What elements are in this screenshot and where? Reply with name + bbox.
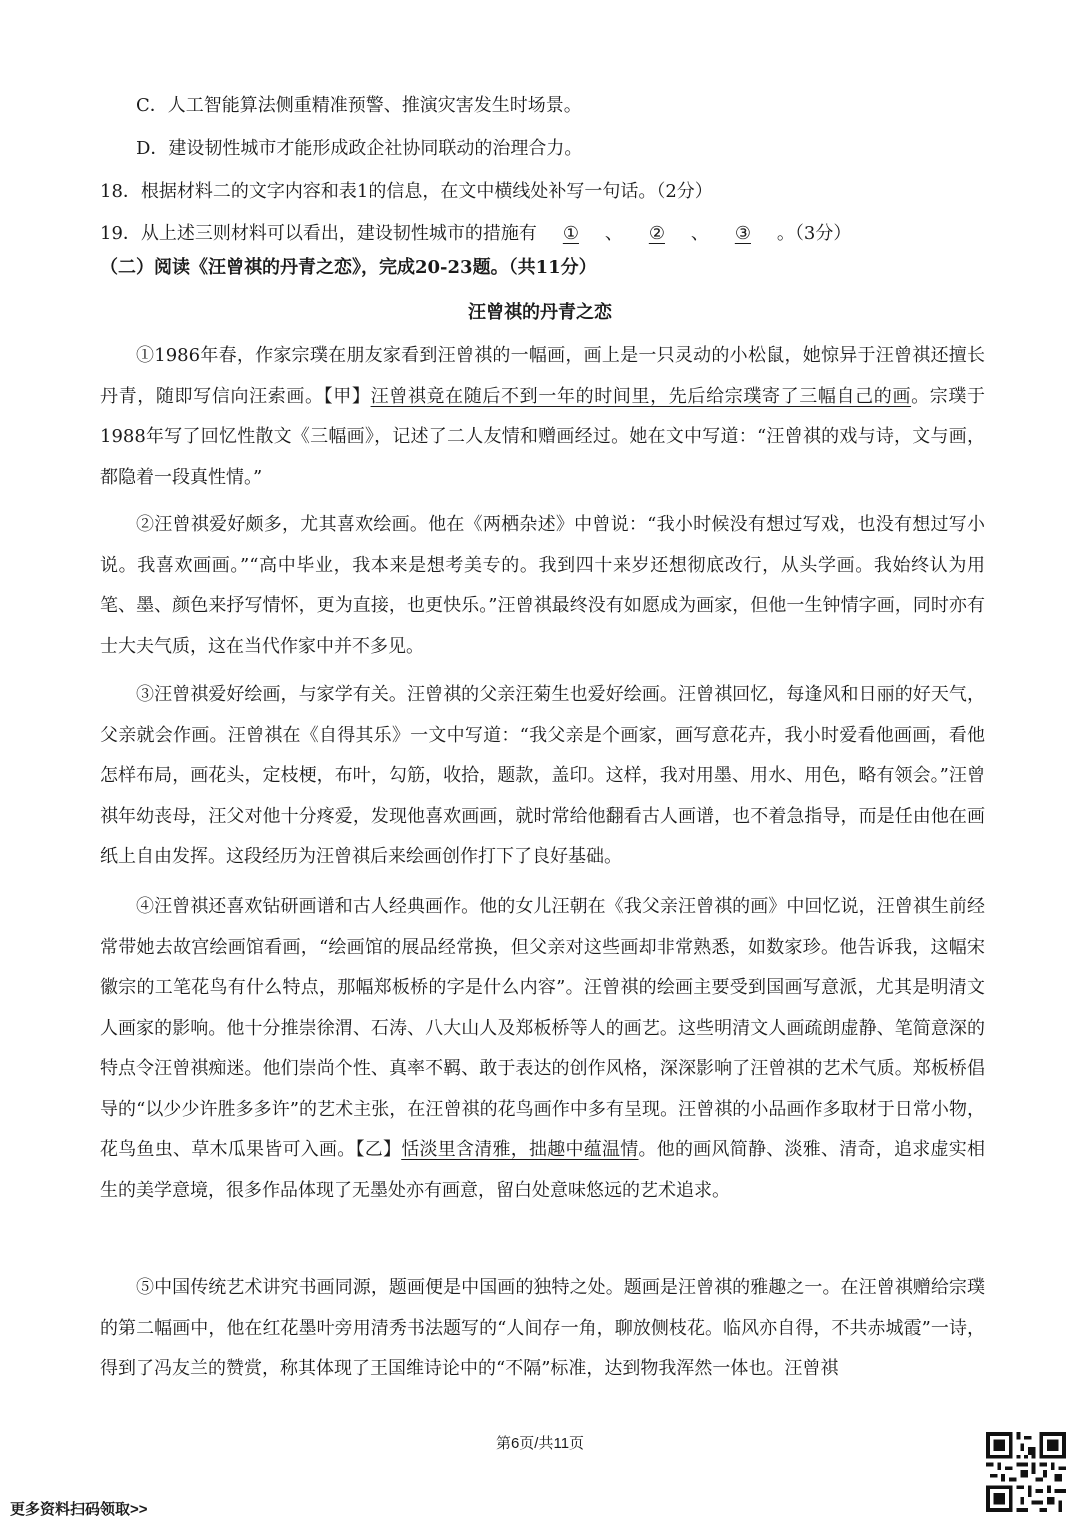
promo-text: 更多资料扫码领取>>	[10, 1501, 148, 1518]
qr-code-icon[interactable]	[986, 1432, 1066, 1512]
q19-prefix: 19．从上述三则材料可以看出，建设韧性城市的措施有	[100, 223, 537, 244]
paragraph-4-text: ④汪曾祺还喜欢钻研画谱和古人经典画作。他的女儿汪朝在《我父亲汪曾祺的画》中回忆说，汪曾祺生前经常带她去故宫绘画馆看画，“绘画馆的展品经常换，但父亲对这些画却非常熟悉，如数家珍。他告诉我，这幅宋徽宗的工笔花鸟有什么特点，那幅郑板桥的字是什么内容”。汪曾祺的绘画主要受到国画写意派，尤其是明清文人画家的影响。他十分推崇徐渭、石涛、八大山人及郑板桥等人的画艺。这些明清文人画疏朗虚静、笔简意深的特点令汪曾祺痴迷。他们崇尚个性、真率不羁、敢于表达的创作风格，深深影响了汪曾祺的艺术气质。郑板桥倡导的“以少少许胜多多许”的艺术主张，在汪曾祺的花鸟画作中多有呈现。汪曾祺的小品画作多取材于日常小物，花鸟鱼虫、草木瓜果皆可入画。【乙】	[100, 896, 985, 1160]
paragraph-1	[100, 336, 985, 498]
article-title: 汪曾祺的丹青之恋	[468, 302, 612, 323]
q19-separator: 、	[604, 223, 623, 244]
q19-separator: 、	[690, 223, 709, 244]
underlined-sentence-jia: 汪曾祺竟在随后不到一年的时间里，先后给宗璞寄了三幅自己的画	[370, 385, 912, 407]
paragraph-1-text-cont: 。宗璞于1988年写了回忆性散文《三幅画》，记述了二人友情和赠画经过。她在文中写道：“汪曾祺的戏与诗，文与画，都隐着一段真性情。”	[100, 385, 986, 488]
option-c: C．人工智能算法侧重精准预警、推演灾害发生时场景。	[136, 95, 582, 116]
paragraph-4-text-cont: 。他的画风简静、淡雅、清奇，追求虚实相生的美学意境，很多作品体现了无墨处亦有画意，留白处意味悠远的艺术追求。	[100, 1139, 985, 1201]
paragraph-5: ⑤中国传统艺术讲究书画同源，题画便是中国画的独特之处。题画是汪曾祺的雅趣之一。在汪曾祺赠给宗璞的第二幅画中，他在红花墨叶旁用清秀书法题写的“人间存一角，聊放侧枝花。临风亦自得，不共赤城霞”一诗，得到了冯友兰的赞赏，称其体现了王国维诗论中的“不隔”标准，达到物我浑然一体也。汪曾祺	[100, 1277, 985, 1379]
paragraph-3: ③汪曾祺爱好绘画，与家学有关。汪曾祺的父亲汪菊生也爱好绘画。汪曾祺回忆，每逢风和日丽的好天气，父亲就会作画。汪曾祺在《自得其乐》一文中写道：“我父亲是个画家，画写意花卉，我小时爱看他画画，看他怎样布局，画花头，定枝梗，布叶，勾筋，收拾，题款，盖印。这样，我对用墨、用水、用色，略有领会。”汪曾祺年幼丧母，汪父对他十分疼爱，发现他喜欢画画，就时常给他翻看古人画谱，也不着急指导，而是任由他在画纸上自由发挥。这段经历为汪曾祺后来绘画创作打下了良好基础。	[100, 684, 985, 867]
q19-suffix: 。（3分）	[776, 223, 852, 244]
underlined-sentence-yi: 恬淡里含清雅，拙趣中蕴温情	[401, 1139, 639, 1160]
q19-blank-1: ①	[562, 223, 579, 244]
paragraph-2: ②汪曾祺爱好颇多，尤其喜欢绘画。他在《两栖杂述》中曾说：“我小时候没有想过写戏，也没有想过写小说。我喜欢画画。”“高中毕业，我本来是想考美专的。我到四十来岁还想彻底改行，从头学画。我始终认为用笔、墨、颜色来抒写情怀，更为直接，也更快乐。”汪曾祺最终没有如愿成为画家，但他一生钟情字画，同时亦有士大夫气质，这在当代作家中并不多见。	[100, 514, 985, 657]
option-d: D．建设韧性城市才能形成政企社协同联动的治理合力。	[136, 138, 583, 159]
paragraph-1-text: ①1986年春，作家宗璞在朋友家看到汪曾祺的一幅画，画上是一只灵动的小松鼠，她惊异于汪曾祺还擅长丹青，随即写信向汪索画。【甲】	[100, 345, 985, 407]
q19-blank-2: ②	[648, 223, 665, 244]
section-heading: （二）阅读《汪曾祺的丹青之恋》，完成20-23题。（共11分）	[100, 257, 597, 278]
question-19	[100, 222, 851, 246]
q19-blank-3: ③	[734, 223, 751, 244]
question-18: 18．根据材料二的文字内容和表1的信息，在文中横线处补写一句话。（2分）	[100, 181, 713, 202]
paragraph-4	[100, 887, 985, 1211]
page-number: 第6页/共11页	[495, 1435, 585, 1452]
